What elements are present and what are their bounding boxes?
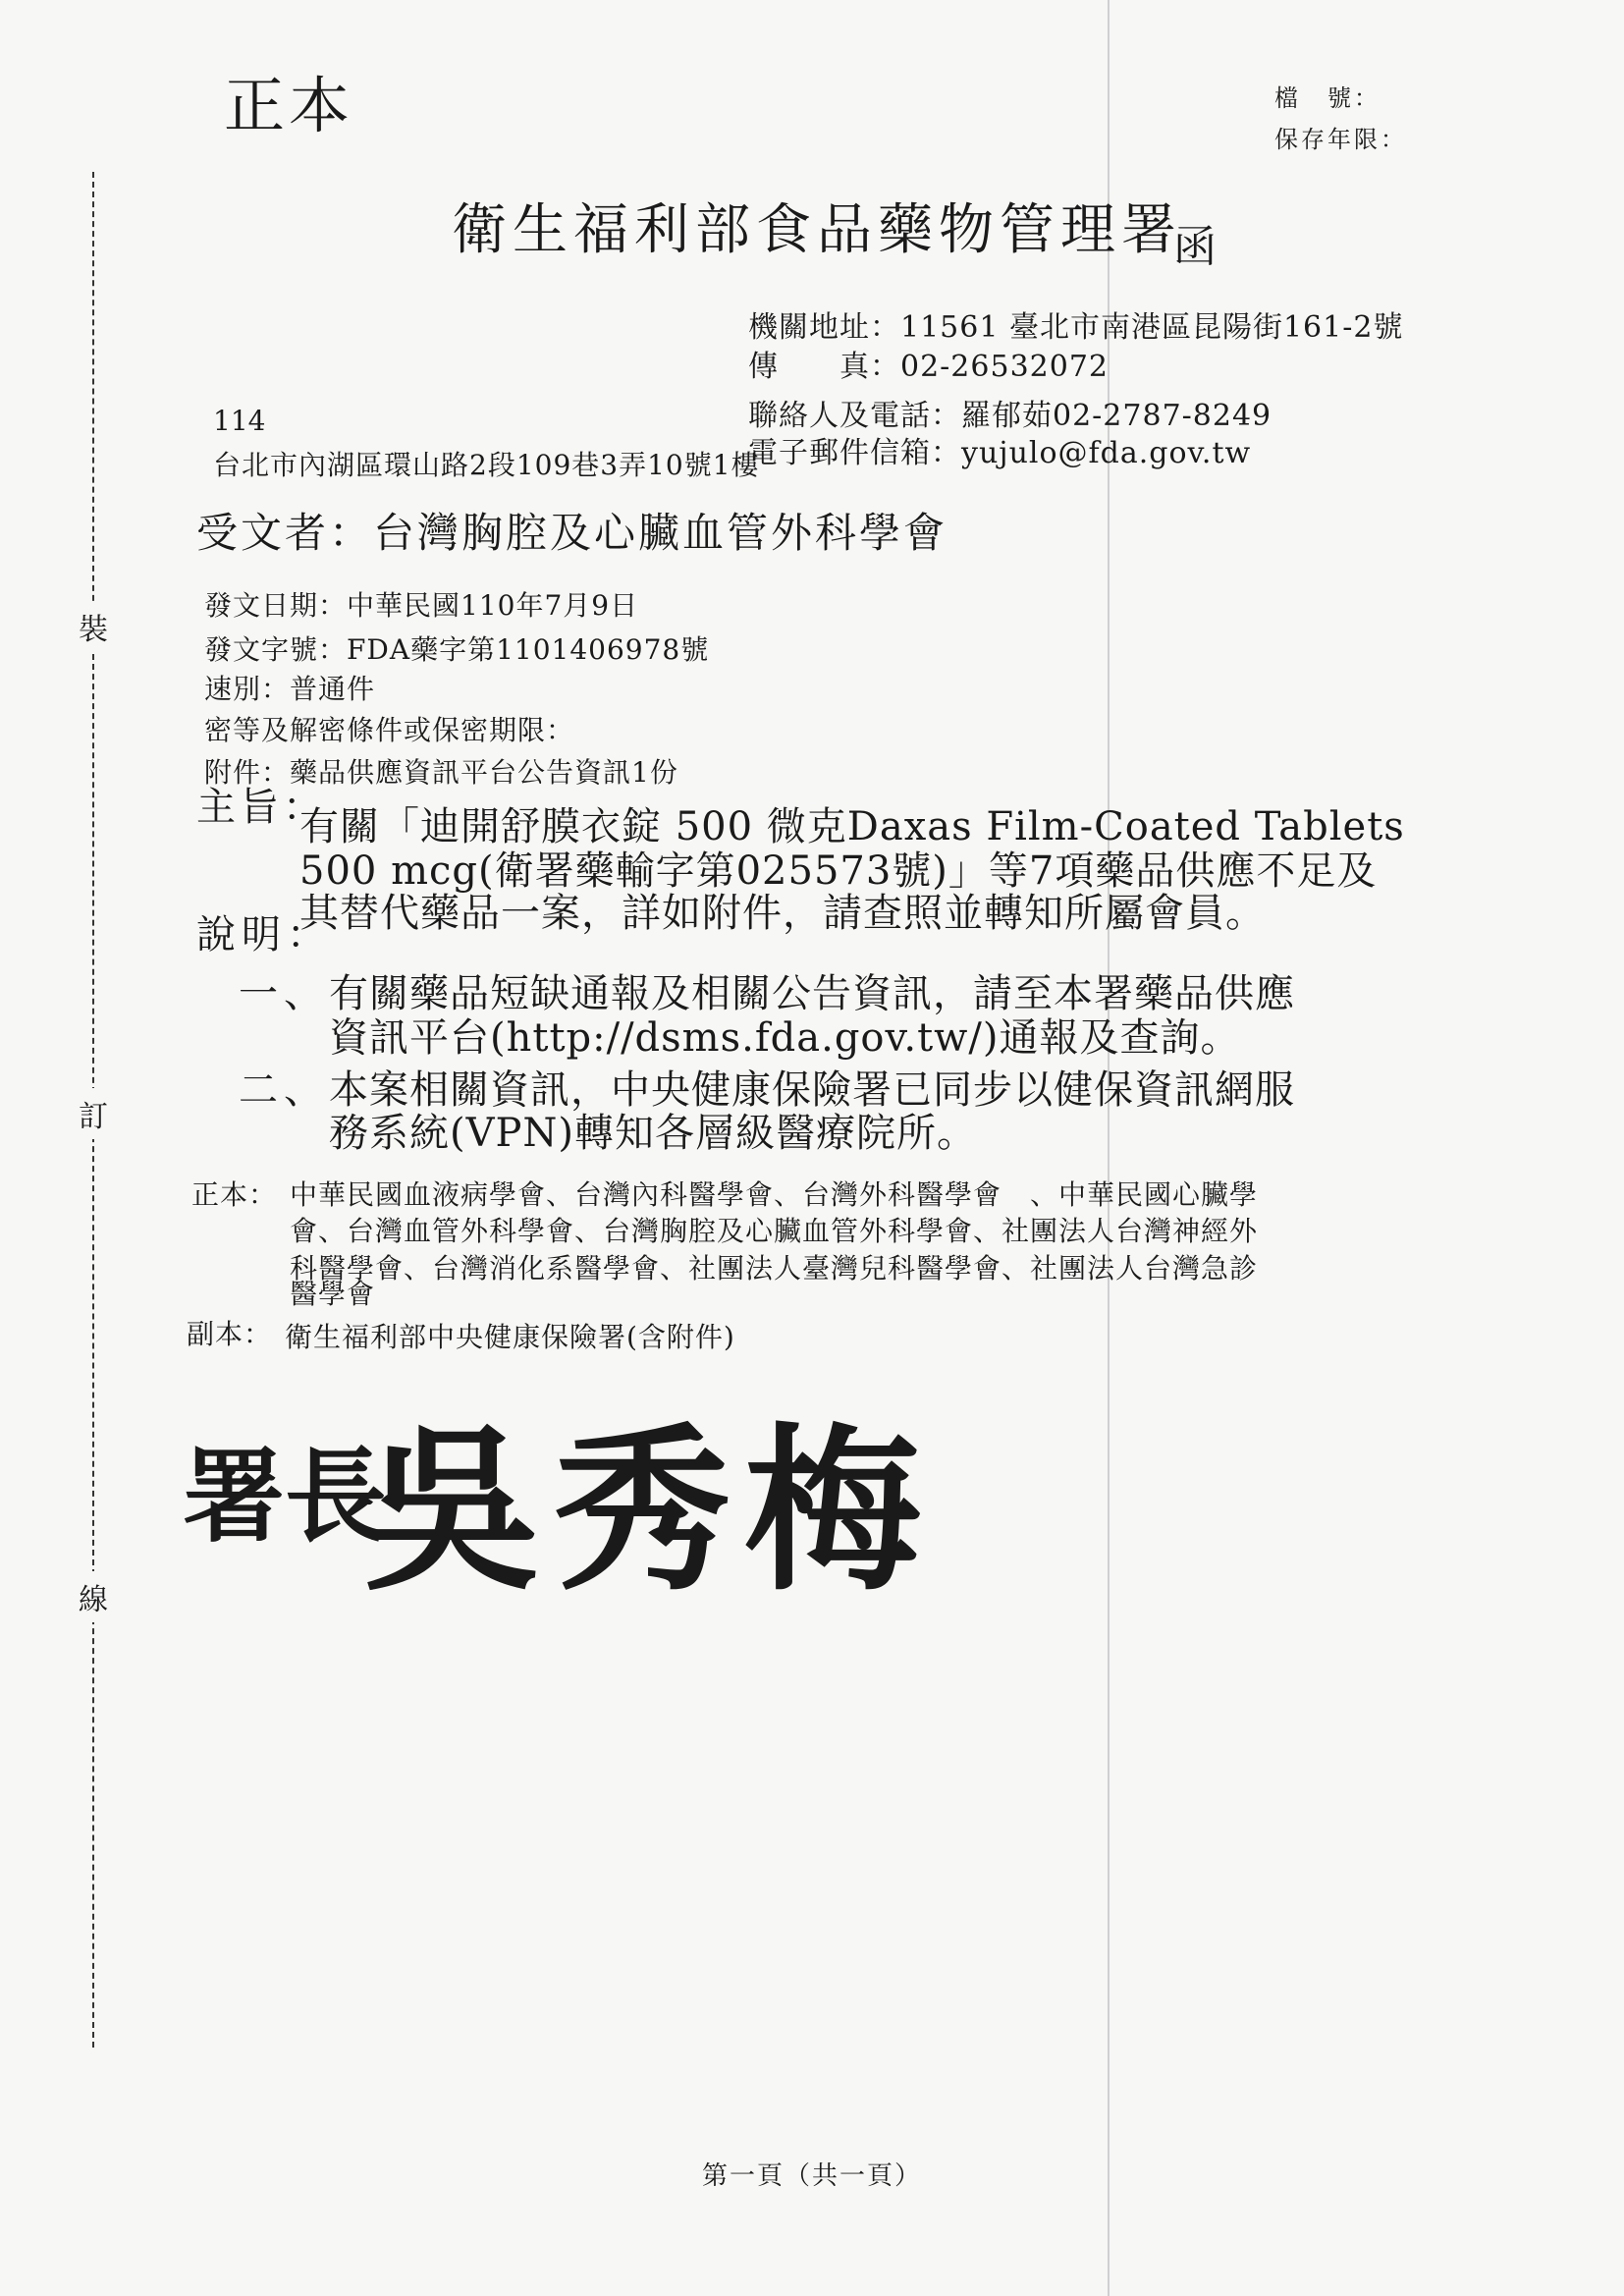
document-number: 發文字號：FDA藥字第1101406978號 [204, 633, 710, 666]
agency-address: 機關地址：11561 臺北市南港區昆陽街161-2號 [748, 310, 1404, 345]
binding-mark-xian: 線 [79, 1571, 108, 1622]
subject-label: 主旨： [196, 785, 326, 830]
security-level: 密等及解密條件或保密期限： [204, 714, 575, 746]
signature-name: 吳秀梅 [363, 1407, 936, 1614]
delivery-speed: 速別：普通件 [204, 673, 376, 705]
explanation-item-1-line-2: 資訊平台(http://dsms.fda.gov.tw/)通報及查詢。 [329, 1015, 1241, 1061]
subject-line-3: 其替代藥品一案，詳如附件，請查照並轉知所屬會員。 [299, 891, 1266, 936]
original-recipients-line: 會、台灣血管外科學會、台灣胸腔及心臟血管外科學會、社團法人台灣神經外 [290, 1215, 1259, 1247]
copy-type-stamp: 正本 [224, 70, 354, 141]
document-type: 函 [1173, 222, 1217, 272]
subject-line-1: 有關「迪開舒膜衣錠 500 微克Daxas Film-Coated Tablets [299, 804, 1405, 849]
explanation-item-1-number: 一、 [239, 971, 329, 1016]
original-recipients-line: 中華民國血液病學會、台灣內科醫學會、台灣外科醫學會 、中華民國心臟學 [290, 1178, 1259, 1211]
signature-title: 署長 [183, 1436, 388, 1557]
agency-fax: 傳 真：02-26532072 [748, 350, 1110, 384]
binding-mark-ding: 訂 [79, 1088, 108, 1139]
file-number-label: 檔 號： [1274, 84, 1380, 112]
contact-email: 電子郵件信箱：yujulo@fda.gov.tw [748, 436, 1252, 470]
original-recipients-label: 正本： [191, 1178, 278, 1211]
explanation-item-2-number: 二、 [239, 1067, 329, 1113]
explanation-item-2-line-1: 本案相關資訊，中央健康保險署已同步以健保資訊網服 [329, 1067, 1295, 1113]
explanation-label: 說明： [196, 912, 332, 957]
binding-mark-zhuang: 裝 [79, 601, 108, 652]
retention-period-label: 保存年限： [1274, 126, 1407, 153]
contact-person: 聯絡人及電話：羅郁茹02-2787-8249 [748, 399, 1272, 433]
subject-line-2: 500 mcg(衛署藥輸字第025573號)」等7項藥品供應不足及 [299, 848, 1378, 894]
original-recipients-line: 醫學會 [290, 1278, 376, 1310]
issue-date: 發文日期：中華民國110年7月9日 [204, 589, 639, 622]
explanation-item-2-line-2: 務系統(VPN)轉知各層級醫療院所。 [329, 1111, 978, 1156]
page-number: 第一頁（共一頁） [701, 2161, 922, 2191]
copy-recipients: 衛生福利部中央健康保險署(含附件) [285, 1321, 735, 1353]
explanation-item-1-line-1: 有關藥品短缺通報及相關公告資訊，請至本署藥品供應 [329, 971, 1295, 1016]
recipient-postal-code: 114 [213, 405, 266, 437]
copy-recipients-label: 副本： [187, 1318, 273, 1350]
agency-title: 衛生福利部食品藥物管理署 [452, 198, 1182, 262]
recipient-mailing-address: 台北市內湖區環山路2段109巷3弄10號1樓 [213, 449, 760, 481]
original-recipients-line: 科醫學會、台灣消化系醫學會、社團法人臺灣兒科醫學會、社團法人台灣急診 [290, 1252, 1259, 1285]
attachment: 附件：藥品供應資訊平台公告資訊1份 [204, 756, 678, 789]
recipient: 受文者：台灣胸腔及心臟血管外科學會 [196, 509, 948, 557]
